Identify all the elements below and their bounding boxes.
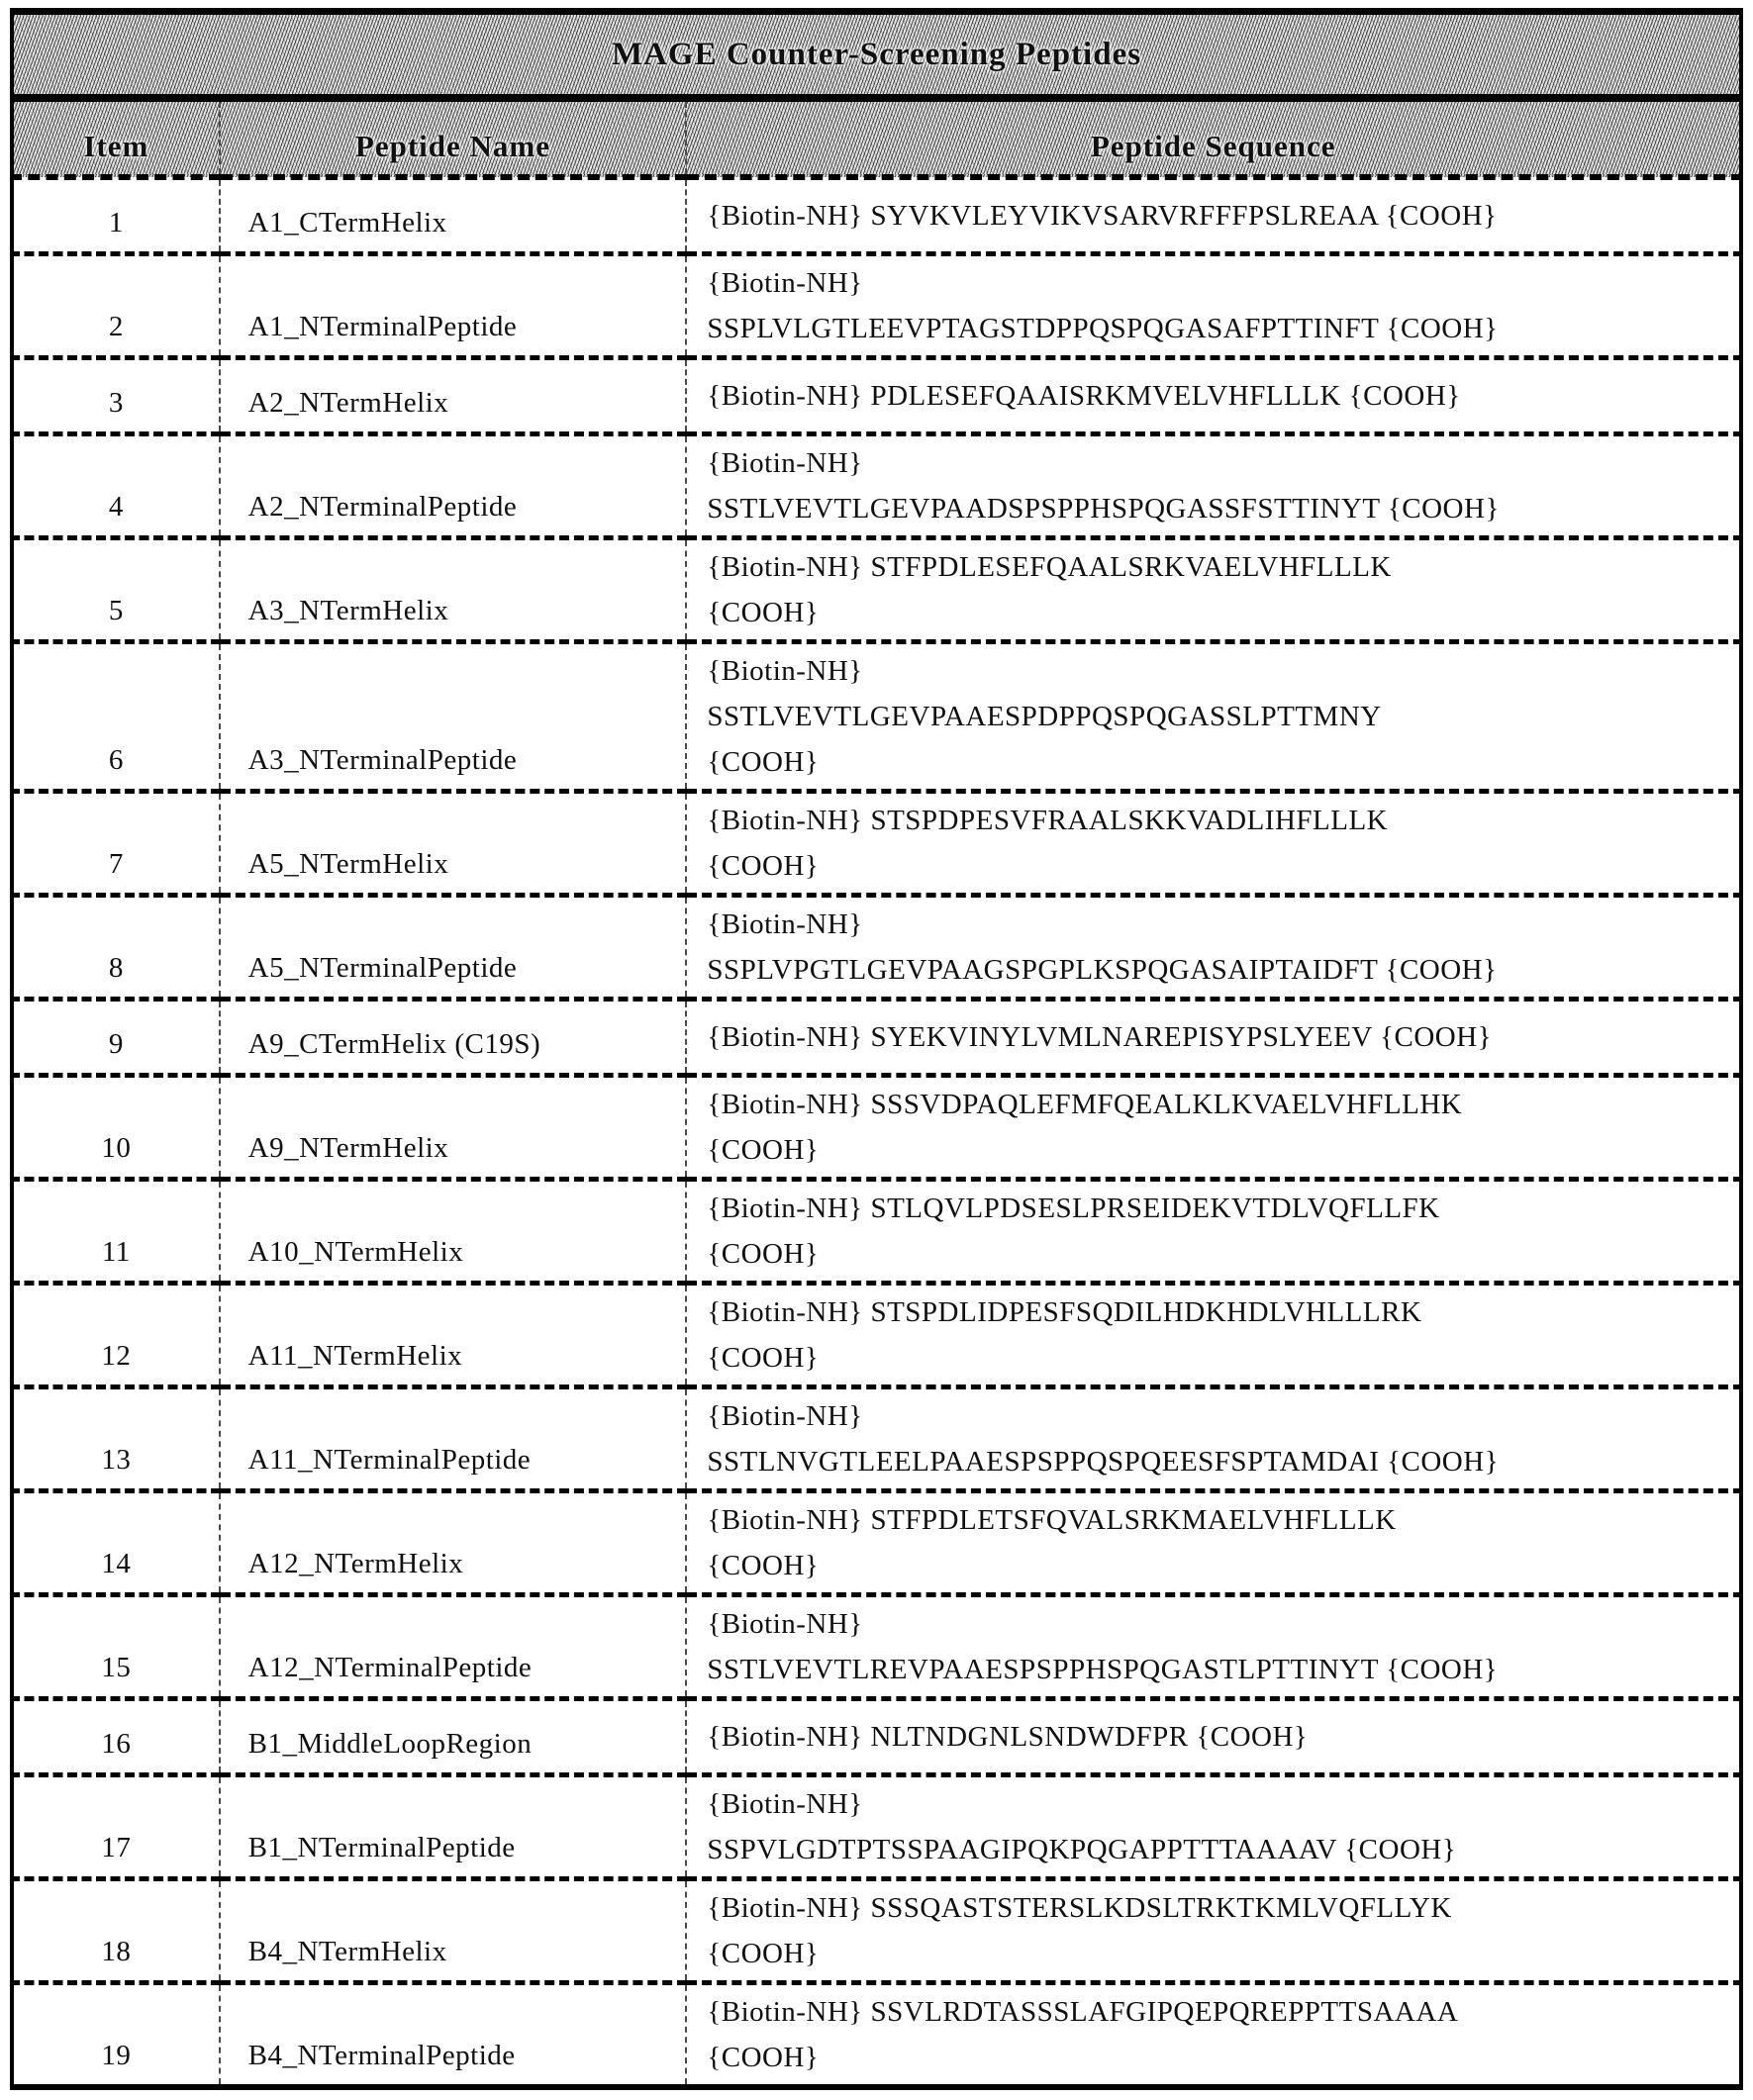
sequence-line: {Biotin-NH} STFPDLETSFQVALSRKMAELVHFLLLK <box>707 1504 1397 1536</box>
sequence-line: SSTLVEVTLGEVPAADSPSPPHSPQGASSFSTTINYT {COOH} <box>707 493 1500 525</box>
table-row <box>12 1595 1741 1699</box>
sequence-line: {Biotin-NH} SSVLRDTASSSLAFGIPQEPQREPPTTSAAAA <box>707 1996 1459 2028</box>
peptide-sequence-cell <box>686 1076 1741 1180</box>
sequence-line: {Biotin-NH} <box>707 1608 863 1640</box>
peptide-sequence-cell <box>686 1000 1741 1076</box>
peptide-sequence-cell <box>686 896 1741 1000</box>
item-cell: 1 <box>12 177 220 254</box>
table-title-row <box>12 12 1741 99</box>
peptide-name-cell: B4_NTerminalPeptide <box>220 1983 687 2088</box>
sequence-line: {Biotin-NH} NLTNDGNLSNDWDFPR {COOH} <box>707 1721 1309 1753</box>
sequence-line: SSTLNVGTLEELPAAESPSPPQSPQEESFSPTAMDAI {COOH} <box>707 1446 1500 1478</box>
table-row <box>12 896 1741 1000</box>
table-row <box>12 1983 1741 2088</box>
peptide-name-cell: A3_NTerminalPeptide <box>220 642 687 792</box>
table-row <box>12 434 1741 538</box>
peptide-name-cell: A2_NTermHelix <box>220 358 687 434</box>
sequence-line: {Biotin-NH} STSPDPESVFRAALSKKVADLIHFLLLK <box>707 805 1389 836</box>
peptide-sequence-cell <box>686 1180 1741 1284</box>
item-cell: 2 <box>12 254 220 358</box>
item-cell: 8 <box>12 896 220 1000</box>
sequence-line: {COOH} <box>707 1134 820 1166</box>
peptide-sequence-cell <box>686 1595 1741 1699</box>
peptide-name-cell: B1_NTerminalPeptide <box>220 1775 687 1879</box>
peptide-name-cell: A1_NTerminalPeptide <box>220 254 687 358</box>
item-cell: 16 <box>12 1699 220 1775</box>
peptide-sequence-cell <box>686 1387 1741 1491</box>
peptide-sequence-cell <box>686 642 1741 792</box>
sequence-line: {Biotin-NH} SSSVDPAQLEFMFQEALKLKVAELVHFLLHK <box>707 1089 1463 1120</box>
item-cell: 4 <box>12 434 220 538</box>
peptide-name-cell: A5_NTermHelix <box>220 792 687 896</box>
item-cell: 12 <box>12 1284 220 1387</box>
item-cell: 10 <box>12 1076 220 1180</box>
peptide-name-cell: A9_CTermHelix (C19S) <box>220 1000 687 1076</box>
sequence-line: {Biotin-NH} STLQVLPDSESLPRSEIDEKVTDLVQFLLFK <box>707 1193 1440 1224</box>
peptide-sequence-cell <box>686 538 1741 642</box>
sequence-line: {Biotin-NH} <box>707 908 863 940</box>
sequence-line: {COOH} <box>707 597 820 628</box>
peptide-sequence-cell <box>686 177 1741 254</box>
sequence-line: {Biotin-NH} <box>707 267 863 299</box>
sequence-line: {Biotin-NH} SYEKVINYLVMLNAREPISYPSLYEEV {COOH} <box>707 1021 1493 1053</box>
sequence-line: {Biotin-NH} <box>707 447 863 479</box>
table-row <box>12 1879 1741 1983</box>
sequence-line: SSTLVEVTLGEVPAAESPDPPQSPQGASSLPTTMNY <box>707 701 1382 732</box>
sequence-line: {Biotin-NH} STSPDLIDPESFSQDILHDKHDLVHLLLRK <box>707 1296 1422 1328</box>
peptide-name-cell: A3_NTermHelix <box>220 538 687 642</box>
item-cell: 14 <box>12 1491 220 1595</box>
peptide-table-body <box>12 177 1741 2087</box>
table-row <box>12 1699 1741 1775</box>
sequence-line: {Biotin-NH} <box>707 1400 863 1432</box>
peptide-name-cell: A11_NTerminalPeptide <box>220 1387 687 1491</box>
table-row <box>12 1000 1741 1076</box>
peptide-name-cell: A2_NTerminalPeptide <box>220 434 687 538</box>
peptide-sequence-cell <box>686 434 1741 538</box>
sequence-line: SSPLVPGTLGEVPAAGSPGPLKSPQGASAIPTAIDFT {COOH} <box>707 954 1498 986</box>
peptide-name-cell: A9_NTermHelix <box>220 1076 687 1180</box>
peptide-sequence-cell <box>686 358 1741 434</box>
column-header-peptide-name: Peptide Name <box>220 98 687 177</box>
peptide-sequence-cell <box>686 1699 1741 1775</box>
sequence-line: {COOH} <box>707 2042 820 2073</box>
table-title: MAGE Counter-Screening Peptides <box>12 12 1741 99</box>
column-header-peptide-sequence: Peptide Sequence <box>686 98 1741 177</box>
sequence-line: {COOH} <box>707 1550 820 1581</box>
column-header-row <box>12 98 1741 177</box>
sequence-line: {Biotin-NH} STFPDLESEFQAALSRKVAELVHFLLLK <box>707 551 1392 583</box>
peptide-sequence-cell <box>686 1491 1741 1595</box>
peptide-table <box>10 8 1743 2090</box>
sequence-line: SSPLVLGTLEEVPTAGSTDPPQSPQGASAFPTTINFT {COOH} <box>707 313 1499 344</box>
peptide-sequence-cell <box>686 792 1741 896</box>
sequence-line: {COOH} <box>707 1342 820 1374</box>
item-cell: 6 <box>12 642 220 792</box>
peptide-name-cell: B4_NTermHelix <box>220 1879 687 1983</box>
sequence-line: {Biotin-NH} PDLESEFQAAISRKMVELVHFLLLK {COOH} <box>707 380 1461 412</box>
peptide-sequence-cell <box>686 1284 1741 1387</box>
table-row <box>12 177 1741 254</box>
item-cell: 19 <box>12 1983 220 2088</box>
table-row <box>12 358 1741 434</box>
peptide-sequence-cell <box>686 1879 1741 1983</box>
sequence-line: {COOH} <box>707 1238 820 1270</box>
item-cell: 7 <box>12 792 220 896</box>
peptide-name-cell: A11_NTermHelix <box>220 1284 687 1387</box>
sequence-line: {COOH} <box>707 1938 820 1969</box>
table-row <box>12 1284 1741 1387</box>
table-row <box>12 642 1741 792</box>
sequence-line: {Biotin-NH} <box>707 655 863 687</box>
peptide-table-head <box>12 12 1741 178</box>
table-row <box>12 538 1741 642</box>
sequence-line: SSTLVEVTLREVPAAESPSPPHSPQGASTLPTTINYT {COOH} <box>707 1654 1499 1685</box>
peptide-sequence-cell <box>686 1983 1741 2088</box>
sequence-line: {COOH} <box>707 850 820 882</box>
item-cell: 13 <box>12 1387 220 1491</box>
peptide-name-cell: A5_NTerminalPeptide <box>220 896 687 1000</box>
sequence-line: {Biotin-NH} SYVKVLEYVIKVSARVRFFFPSLREAA {COOH} <box>707 200 1498 232</box>
item-cell: 17 <box>12 1775 220 1879</box>
peptide-name-cell: A10_NTermHelix <box>220 1180 687 1284</box>
peptide-name-cell: A12_NTerminalPeptide <box>220 1595 687 1699</box>
column-header-item: Item <box>12 98 220 177</box>
peptide-sequence-cell <box>686 254 1741 358</box>
sequence-line: SSPVLGDTPTSSPAAGIPQKPQGAPPTTTAAAAV {COOH} <box>707 1834 1457 1865</box>
peptide-name-cell: A1_CTermHelix <box>220 177 687 254</box>
sequence-line: {Biotin-NH} SSSQASTSTERSLKDSLTRKTKMLVQFLLYK <box>707 1892 1452 1924</box>
item-cell: 9 <box>12 1000 220 1076</box>
sequence-line: {COOH} <box>707 746 820 778</box>
item-cell: 15 <box>12 1595 220 1699</box>
table-row <box>12 1180 1741 1284</box>
table-row <box>12 1491 1741 1595</box>
peptide-name-cell: A12_NTermHelix <box>220 1491 687 1595</box>
sequence-line: {Biotin-NH} <box>707 1788 863 1820</box>
table-row <box>12 1076 1741 1180</box>
peptide-sequence-cell <box>686 1775 1741 1879</box>
peptide-name-cell: B1_MiddleLoopRegion <box>220 1699 687 1775</box>
item-cell: 3 <box>12 358 220 434</box>
item-cell: 18 <box>12 1879 220 1983</box>
table-row <box>12 1387 1741 1491</box>
table-row <box>12 254 1741 358</box>
table-row <box>12 1775 1741 1879</box>
item-cell: 5 <box>12 538 220 642</box>
table-row <box>12 792 1741 896</box>
item-cell: 11 <box>12 1180 220 1284</box>
